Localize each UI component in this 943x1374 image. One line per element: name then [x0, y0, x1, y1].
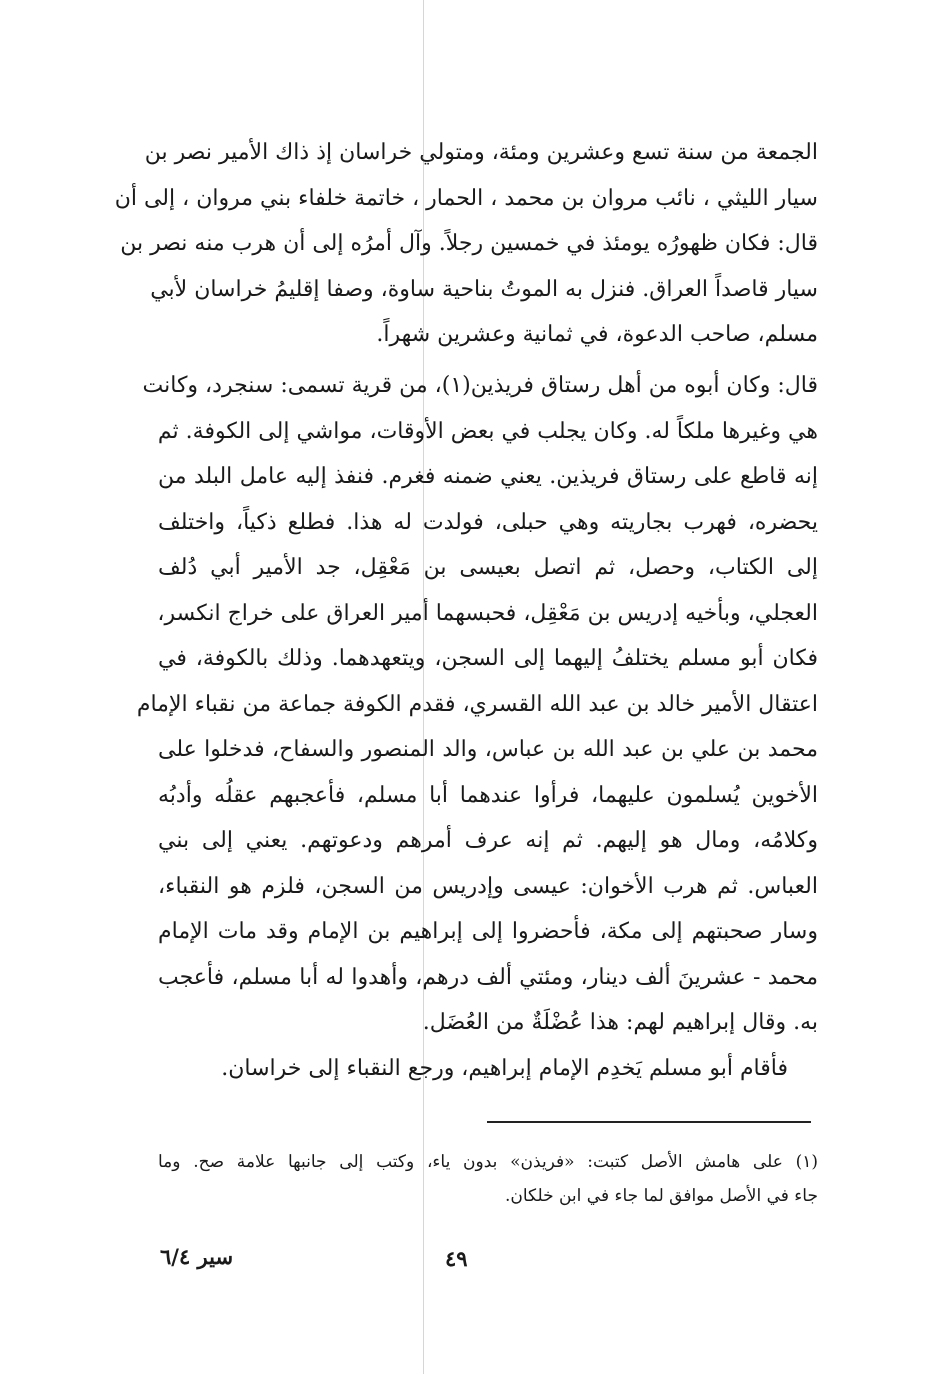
footnote-separator: [487, 1121, 811, 1123]
text-line: فكان أبو مسلم يختلفُ إليهما إلى السجن، ويتعهدهما. وذلك بالكوفة، في: [158, 646, 818, 671]
text-line: قال: وكان أبوه من أهل رستاق فريذين(١)، من قرية تسمى: سنجرد، وكانت: [142, 373, 818, 398]
text-line: الأخوين يُسلمون عليهما، فرأوا عندهما أبا مسلم، فأعجبهم عقلُه وأدبُه: [158, 782, 818, 808]
text-line: العباس. ثم هرب الأخوان: عيسى وإدريس من السجن، فلزم هو النقباء،: [158, 873, 818, 899]
paragraph-1: [114, 130, 818, 358]
text-line: قال: فكان ظهورُه يومئذ في خمسين رجلاً. وآل أمرُه إلى أن هرب منه نصر بن: [120, 231, 818, 256]
text-line: سيار قاصداً العراق. فنزل به الموتُ بناحية ساوة، وصفا إقليمُ خراسان لأبي: [150, 276, 818, 302]
text-line: وسار صحبتهم إلى مكة، فأحضروا إلى إبراهيم بن الإمام وقد مات الإمام: [158, 919, 818, 944]
text-line: الجمعة من سنة تسع وعشرين ومئة، ومتولي خراسان إذ ذاك الأمير نصر بن: [144, 140, 818, 165]
page-number: ٤٩: [445, 1246, 468, 1271]
text-line: العجلي، وبأخيه إدريس بن مَعْقِل، فحبسهما أمير العراق على خراج انكسر،: [157, 600, 818, 626]
paragraph-2: [136, 363, 818, 1046]
footnote-line: جاء في الأصل موافق لما جاء في ابن خلكان.: [504, 1186, 818, 1206]
text-line: به. وقال إبراهيم لهم: هذا عُضْلَةٌ من العُضَل.: [422, 1010, 818, 1035]
text-line: اعتقال الأمير خالد بن عبد الله القسري، فقدم الكوفة جماعة من نقباء الإمام: [136, 691, 818, 717]
text-line: إلى الكتاب، وحصل، ثم اتصل بعيسى بن مَعْقِل، جد الأمير أبي دُلف: [158, 555, 818, 580]
text-line: هي وغيرها ملكاً له. وكان يجلب في بعض الأوقات، مواشي إلى الكوفة. ثم: [157, 418, 818, 444]
text-line: مسلم، صاحب الدعوة، في ثمانية وعشرين شهراً.: [376, 322, 818, 347]
paragraph-3: [158, 1046, 818, 1092]
footnote-line: (١) على هامش الأصل كتبت: «فريذن» بدون ياء، وكتب إلى جانبها علامة صح. وما: [158, 1152, 818, 1172]
text-line: إنه قاطع على رستاق فريذين. يعني ضمنه فغرم. فنفذ إليه عامل البلد من: [158, 464, 818, 489]
text-line: محمد بن علي بن عبد الله بن عباس، والد المنصور والسفاح، فدخلوا على: [158, 737, 818, 762]
text-line: يحضره، فهرب بجاريته وهي حبلى، فولدت له هذا. فطلع ذكياً، واختلف: [158, 509, 818, 535]
printer-signature: سير ٦/٤: [160, 1244, 234, 1269]
text-line: محمد - عشرينَ ألف دينار، ومئتي ألف درهم، وأهدوا له أبا مسلم، فأعجب: [158, 964, 818, 990]
footnote: [158, 1145, 818, 1213]
text-line: وكلامُه، ومال هو إليهم. ثم إنه عرف أمرهم ودعوتهم. يعني إلى بني: [158, 828, 818, 853]
text-line: سيار الليثي ، نائب مروان بن محمد ، الحمار ، خاتمة خلفاء بني مروان ، إلى أن: [114, 185, 818, 211]
text-line: فأقام أبو مسلم يَخدِم الإمام إبراهيم، ورجع النقباء إلى خراسان.: [221, 1056, 788, 1081]
